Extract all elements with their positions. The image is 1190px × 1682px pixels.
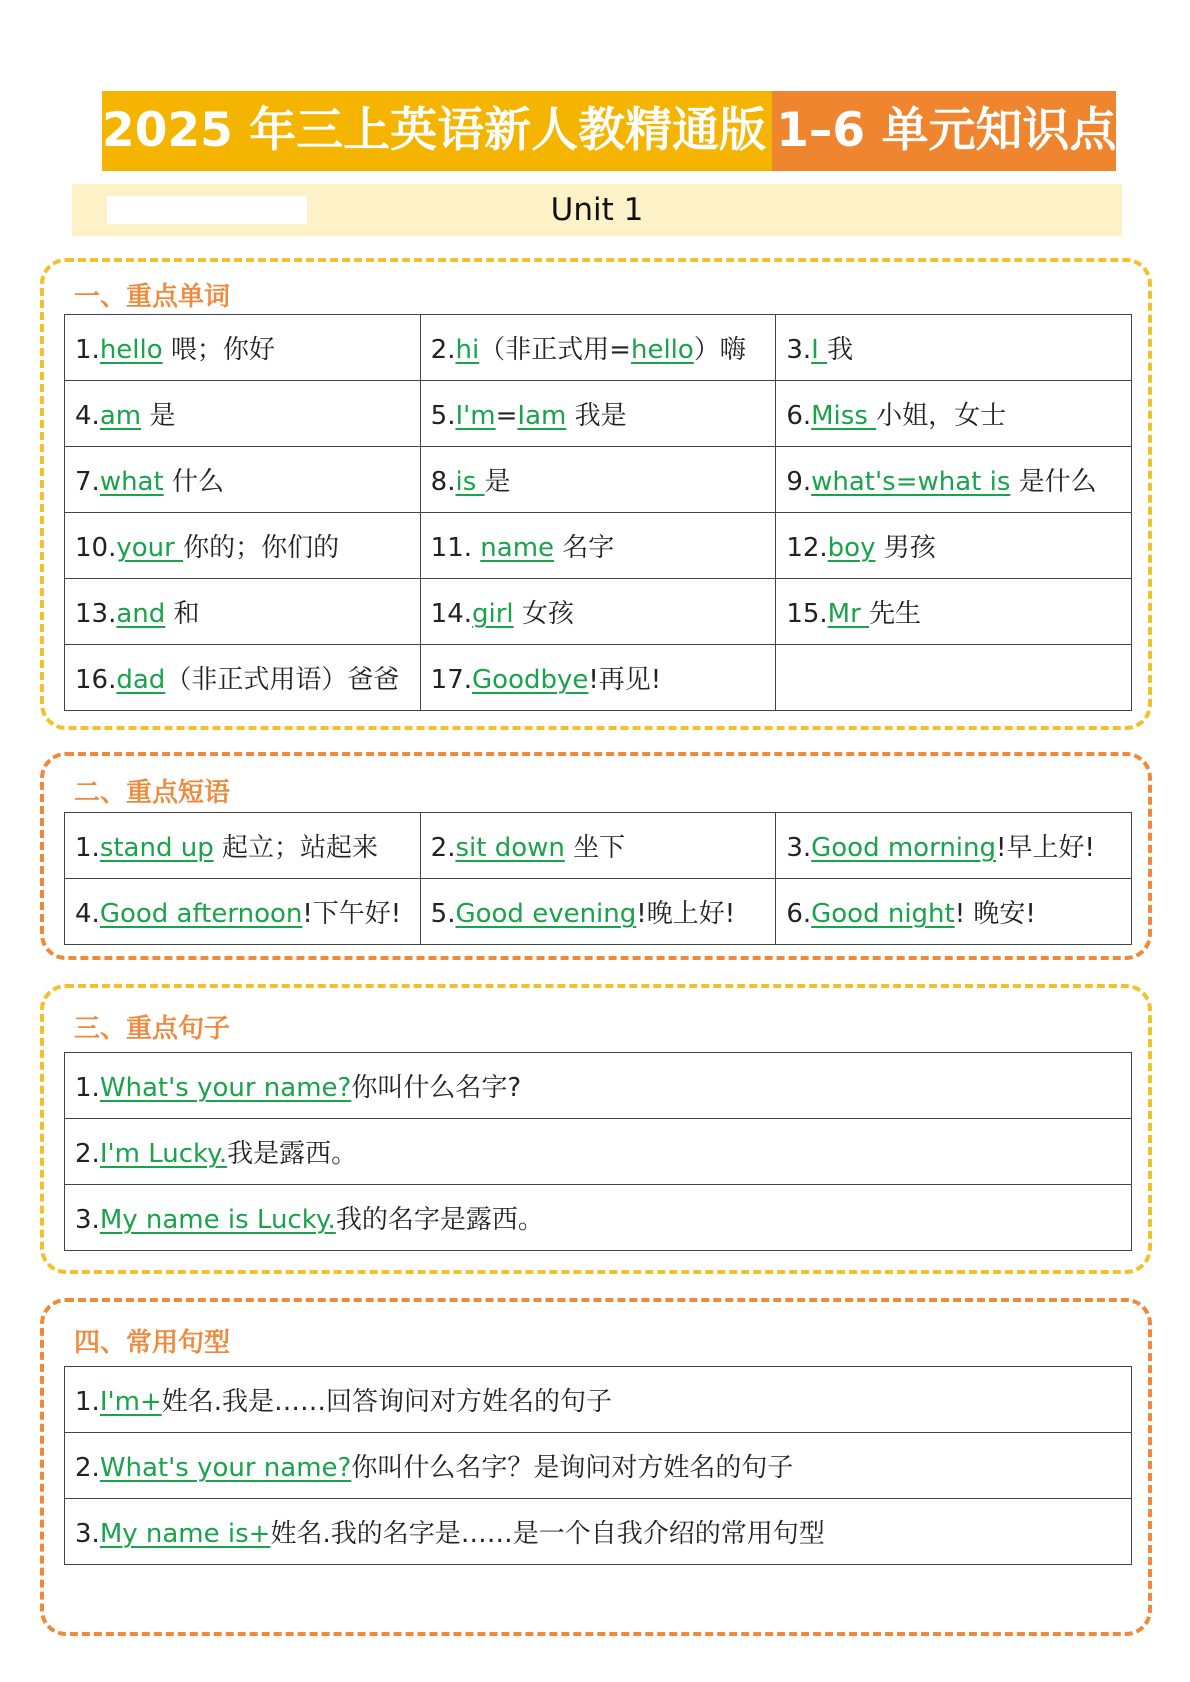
chinese-meaning: 先生 <box>869 599 922 629</box>
table-cell <box>776 879 1132 945</box>
phrases-table <box>64 812 1132 945</box>
table-row <box>65 879 1132 945</box>
chinese-meaning: 喂；你好 <box>162 335 275 365</box>
english-term: I'm Lucky. <box>99 1139 228 1169</box>
table-row <box>65 1053 1132 1119</box>
item-number: 2. <box>75 1453 100 1483</box>
chinese-meaning: !再见! <box>588 665 662 695</box>
chinese-meaning: 你叫什么名字？是询问对方姓名的句子 <box>351 1453 794 1483</box>
table-row <box>65 813 1132 879</box>
item-number: 5. <box>430 899 456 929</box>
item-number: 16. <box>75 665 117 695</box>
table-row <box>65 1433 1132 1499</box>
table-cell <box>65 1185 1132 1251</box>
english-term: am <box>99 401 142 431</box>
item-number: 3. <box>75 1205 100 1235</box>
item-number: 2. <box>75 1139 100 1169</box>
chinese-meaning: 是 <box>484 467 511 497</box>
table-row <box>65 381 1132 447</box>
english-term: boy <box>827 533 876 563</box>
table-cell <box>420 645 776 711</box>
title-part-1: 2025 年三上英语新人教精通版 <box>102 91 772 171</box>
english-term: What's your name? <box>99 1453 352 1483</box>
table-cell <box>420 315 776 381</box>
item-number: 1. <box>75 335 100 365</box>
table-cell <box>420 879 776 945</box>
table-cell <box>776 645 1132 711</box>
chinese-meaning: 你的；你们的 <box>183 533 340 563</box>
table-cell <box>776 381 1132 447</box>
chinese-meaning: !早上好! <box>996 833 1095 863</box>
english-term: what's=what is <box>811 467 1011 497</box>
english-term: Good afternoon <box>99 899 303 929</box>
table-cell <box>65 513 421 579</box>
section-title: 四、常用句型 <box>74 1328 231 1358</box>
item-number: 17. <box>430 665 473 695</box>
chinese-meaning: 我 <box>827 335 854 365</box>
english-term: stand up <box>99 833 214 863</box>
chinese-meaning: 姓名.我是……回答询问对方姓名的句子 <box>161 1387 613 1417</box>
english-term: Good evening <box>455 899 637 929</box>
table-cell <box>420 813 776 879</box>
chinese-meaning: = <box>495 401 518 431</box>
unit-title: Unit 1 <box>550 192 644 228</box>
table-cell <box>65 645 421 711</box>
table-row <box>65 645 1132 711</box>
english-term: Goodbye <box>472 665 589 695</box>
item-number: 15. <box>786 599 828 629</box>
chinese-meaning: 起立；站起来 <box>213 833 378 863</box>
chinese-meaning: 你叫什么名字? <box>351 1073 522 1103</box>
table-cell <box>65 1119 1132 1185</box>
unit-header <box>72 184 1122 236</box>
table-row <box>65 1185 1132 1251</box>
table-cell <box>65 879 421 945</box>
table-row <box>65 579 1132 645</box>
item-number: 4. <box>75 899 100 929</box>
item-number: 3. <box>786 833 812 863</box>
chinese-meaning: （非正式用语）爸爸 <box>165 665 400 695</box>
table-cell <box>65 315 421 381</box>
table-cell <box>65 447 421 513</box>
item-number: 10. <box>75 533 117 563</box>
table-cell <box>420 513 776 579</box>
table-cell <box>65 1367 1132 1433</box>
english-term: I'm+ <box>99 1387 162 1417</box>
table-cell <box>65 1053 1132 1119</box>
item-number: 6. <box>786 401 812 431</box>
table-row <box>65 513 1132 579</box>
item-number: 8. <box>430 467 456 497</box>
table-row <box>65 1499 1132 1565</box>
item-number: 3. <box>786 335 812 365</box>
english-term: Good night <box>811 899 955 929</box>
english-term: hi <box>455 335 480 365</box>
table-cell <box>776 579 1132 645</box>
english-term: dad <box>116 665 166 695</box>
item-number: 7. <box>75 467 100 497</box>
chinese-meaning: 是什么 <box>1010 467 1097 497</box>
table-cell <box>420 447 776 513</box>
chinese-meaning: !下午好! <box>302 899 402 929</box>
english-term: girl <box>472 599 514 629</box>
chinese-meaning: !晚上好! <box>636 899 736 929</box>
section-title: 三、重点句子 <box>74 1014 231 1044</box>
table-row <box>65 315 1132 381</box>
table-row <box>65 447 1132 513</box>
table-cell <box>420 381 776 447</box>
table-cell <box>65 381 421 447</box>
section-title: 二、重点短语 <box>74 778 231 808</box>
item-number: 2. <box>430 833 456 863</box>
item-number: 9. <box>786 467 812 497</box>
english-term: and <box>116 599 166 629</box>
item-number: 11. <box>430 533 481 563</box>
section-key-phrases <box>40 752 1152 960</box>
item-number: 6. <box>786 899 812 929</box>
table-row <box>65 1119 1132 1185</box>
table-cell <box>420 579 776 645</box>
title-part-2: 1–6 单元知识点 <box>772 91 1116 171</box>
chinese-meaning: 什么 <box>163 467 224 497</box>
section-common-patterns <box>40 1298 1152 1636</box>
table-row <box>65 1367 1132 1433</box>
chinese-meaning: 男孩 <box>875 533 936 563</box>
item-number: 2. <box>430 335 456 365</box>
chinese-meaning: 小姐，女士 <box>876 401 1007 431</box>
table-body <box>65 813 1132 945</box>
chinese-meaning: 我的名字是露西。 <box>335 1205 544 1235</box>
item-number: 3. <box>75 1519 100 1549</box>
english-term: What's your name? <box>99 1073 352 1103</box>
table-body <box>65 1053 1132 1251</box>
english-term: I'm <box>455 401 496 431</box>
sentences-table <box>64 1052 1132 1251</box>
item-number: 12. <box>786 533 828 563</box>
table-cell <box>776 513 1132 579</box>
item-number: 5. <box>430 401 456 431</box>
chinese-meaning: 姓名.我的名字是……是一个自我介绍的常用句型 <box>270 1519 825 1549</box>
table-cell <box>776 813 1132 879</box>
english-term: My name is Lucky. <box>99 1205 336 1235</box>
chinese-meaning: 我是露西。 <box>227 1139 358 1169</box>
table-body <box>65 315 1132 711</box>
chinese-meaning: （非正式用= <box>479 335 631 365</box>
english-term: Mr <box>827 599 870 629</box>
section-key-words <box>40 258 1152 730</box>
table-cell <box>776 447 1132 513</box>
section-title: 一、重点单词 <box>74 282 231 312</box>
item-number: 1. <box>75 1387 100 1417</box>
table-cell <box>65 1499 1132 1565</box>
english-term: I <box>811 335 828 365</box>
blank-label-box <box>107 196 307 224</box>
english-term: sit down <box>455 833 565 863</box>
item-number: 4. <box>75 401 100 431</box>
english-term: Iam <box>517 401 567 431</box>
english-term: Good morning <box>811 833 997 863</box>
item-number: 1. <box>75 833 100 863</box>
table-cell <box>65 579 421 645</box>
words-table <box>64 314 1132 711</box>
chinese-meaning: ）嗨 <box>693 335 746 365</box>
chinese-meaning: ! 晚安! <box>954 899 1036 929</box>
chinese-meaning: 女孩 <box>513 599 574 629</box>
table-cell <box>776 315 1132 381</box>
chinese-meaning: 我是 <box>566 401 627 431</box>
item-number: 14. <box>430 599 473 629</box>
english-term: hello <box>99 335 163 365</box>
table-cell <box>65 1433 1132 1499</box>
patterns-table <box>64 1366 1132 1565</box>
section-key-sentences <box>40 984 1152 1274</box>
table-cell <box>65 813 421 879</box>
english-term: hello <box>630 335 694 365</box>
item-number: 1. <box>75 1073 100 1103</box>
chinese-meaning: 名字 <box>554 533 615 563</box>
item-number: 13. <box>75 599 117 629</box>
chinese-meaning: 和 <box>165 599 200 629</box>
english-term: is <box>455 467 485 497</box>
chinese-meaning: 是 <box>141 401 176 431</box>
page-title <box>102 91 1117 171</box>
chinese-meaning: 坐下 <box>564 833 626 863</box>
english-term: your <box>116 533 184 563</box>
english-term: name <box>480 533 555 563</box>
english-term: My name is+ <box>99 1519 271 1549</box>
english-term: what <box>99 467 164 497</box>
table-body <box>65 1367 1132 1565</box>
english-term: Miss <box>811 401 877 431</box>
